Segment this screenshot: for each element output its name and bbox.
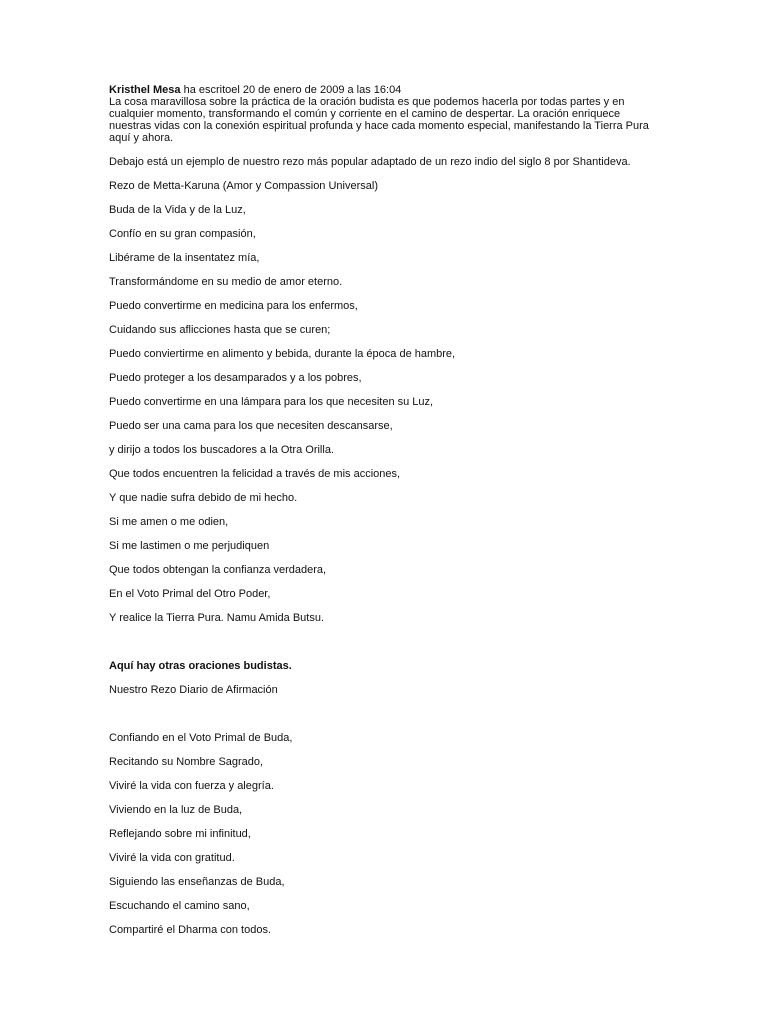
intro-line: cualquier momento, transformando el común y corriente en el camino de despertar. La oración enriquece <box>109 108 621 120</box>
intro-line: nuestras vidas con la conexión espiritual profunda y hace cada momento especial, manifestando la Tierra Pura <box>109 120 649 132</box>
post-date: ha escritoel 20 de enero de 2009 a las 16:04 <box>180 84 402 96</box>
prayer-line: Viviré la vida con fuerza y alegría. <box>109 780 274 792</box>
prayer2-lines <box>109 732 669 936</box>
prayer-line: Libérame de la insentatez mía, <box>109 252 260 264</box>
prayer-line: Buda de la Vida y de la Luz, <box>109 204 246 216</box>
prayer-line: y dirijo a todos los buscadores a la Otra Orilla. <box>109 444 334 456</box>
prayer-line: Puedo proteger a los desamparados y a los pobres, <box>109 372 362 384</box>
document-page <box>109 84 669 936</box>
prayer-line: Recitando su Nombre Sagrado, <box>109 756 264 768</box>
prayer-line: Si me amen o me odien, <box>109 516 229 528</box>
prayer-line: Escuchando el camino sano, <box>109 900 250 912</box>
intro-line: La cosa maravillosa sobre la práctica de la oración budista es que podemos hacerla por todas partes y en <box>109 96 625 108</box>
intro-line: aquí y ahora. <box>109 132 174 144</box>
prayer-line: Cuidando sus aflicciones hasta que se curen; <box>109 324 331 336</box>
prayer1-title: Rezo de Metta-Karuna (Amor y Compassion Universal) <box>109 180 378 192</box>
prayer-line: Que todos encuentren la felicidad a través de mis acciones, <box>109 468 401 480</box>
prayer2-title: Nuestro Rezo Diario de Afirmación <box>109 684 278 696</box>
author-name: Kristhel Mesa <box>109 84 181 96</box>
prayer-line: Puedo convertirme en una lámpara para los que necesiten su Luz, <box>109 396 434 408</box>
prayer-line: Siguiendo las enseñanzas de Buda, <box>109 876 285 888</box>
prayer-line: Reflejando sobre mi infinitud, <box>109 828 251 840</box>
prayer-line: Transformándome en su medio de amor eterno. <box>109 276 343 288</box>
prayer-line: Compartiré el Dharma con todos. <box>109 924 272 936</box>
prayer-line: Que todos obtengan la confianza verdadera, <box>109 564 327 576</box>
post-intro <box>109 84 669 144</box>
prayer-line: Y realice la Tierra Pura. Namu Amida Butsu. <box>109 612 325 624</box>
post-byline <box>109 84 669 96</box>
prayer-line: Viviré la vida con gratitud. <box>109 852 235 864</box>
section-heading: Aquí hay otras oraciones budistas. <box>109 660 292 672</box>
prayer-line: Viviendo en la luz de Buda, <box>109 804 243 816</box>
example-intro: Debajo está un ejemplo de nuestro rezo más popular adaptado de un rezo indio del siglo 8 por Shantideva. <box>109 156 631 168</box>
prayer-line: Si me lastimen o me perjudiquen <box>109 540 270 552</box>
prayer-line: Confiando en el Voto Primal de Buda, <box>109 732 293 744</box>
prayer-line: Y que nadie sufra debido de mi hecho. <box>109 492 298 504</box>
prayer-line: Puedo conviertirme en alimento y bebida, durante la época de hambre, <box>109 348 456 360</box>
prayer1-lines <box>109 204 669 624</box>
prayer-line: En el Voto Primal del Otro Poder, <box>109 588 271 600</box>
prayer-line: Puedo ser una cama para los que necesiten descansarse, <box>109 420 393 432</box>
prayer-line: Confío en su gran compasión, <box>109 228 256 240</box>
prayer-line: Puedo convertirme en medicina para los enfermos, <box>109 300 358 312</box>
